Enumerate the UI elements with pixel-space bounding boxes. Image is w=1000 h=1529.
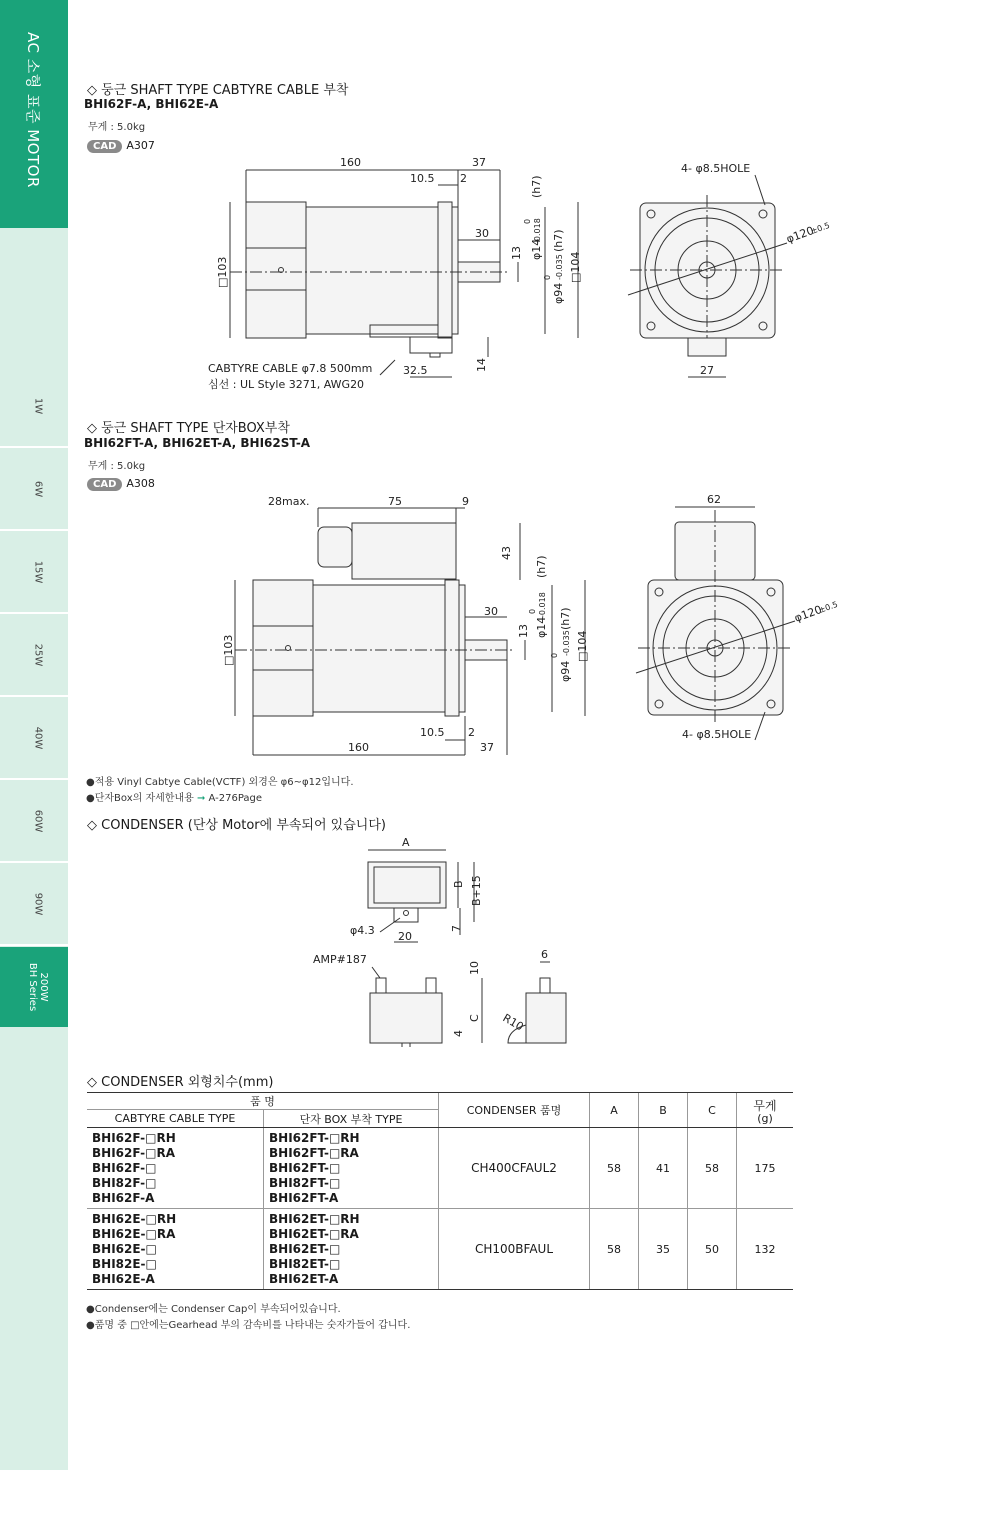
dim-pilot-tol-bot-2: -0.035 bbox=[562, 630, 571, 656]
motor-front-view-terminal-box bbox=[636, 507, 795, 740]
dim-holes: 4- φ8.5HOLE bbox=[681, 162, 751, 175]
cad-badge: CAD bbox=[87, 478, 122, 491]
section2-cad-ref bbox=[87, 472, 155, 491]
dim-pilot-fit-2: (h7) bbox=[559, 607, 572, 630]
dim-box-length: 75 bbox=[388, 495, 402, 508]
dim-pilot-dia: φ94 bbox=[552, 282, 565, 304]
sidebar-tab-40w[interactable]: 40W bbox=[32, 726, 44, 750]
header-weight: 무게 (g) bbox=[737, 1093, 794, 1128]
dim-shaft-tol-top: 0 bbox=[523, 218, 532, 224]
dim-pilot-tol-top: 0 bbox=[543, 274, 552, 280]
section2-model-names: BHI62FT-A, BHI62ET-A, BHI62ST-A bbox=[84, 436, 311, 450]
dim-length: 160 bbox=[340, 156, 361, 169]
dim-box-height: 43 bbox=[500, 546, 513, 560]
cable-note-2: 심선 : UL Style 3271, AWG20 bbox=[208, 378, 365, 391]
section3-heading: ◇ CONDENSER (단상 Motor에 부속되어 있습니다) bbox=[87, 818, 386, 833]
dim-shaft-fit-2: (h7) bbox=[535, 555, 548, 578]
cabtyre-models: BHI62E-□RH BHI62E-□RA BHI62E-□ BHI82E-□ BHI62E-A bbox=[87, 1209, 264, 1290]
dim-box-offset: 9 bbox=[462, 495, 469, 508]
page-link[interactable]: A-276Page bbox=[205, 793, 263, 804]
dim-pcd-tol: ±0.5 bbox=[809, 220, 831, 236]
table-row bbox=[87, 1209, 793, 1290]
table-row bbox=[87, 1128, 793, 1209]
header-condenser: CONDENSER 품명 bbox=[439, 1093, 590, 1128]
value-c: 58 bbox=[688, 1128, 737, 1209]
dim-flange: 10.5 bbox=[410, 172, 435, 185]
dim-cable-height: 14 bbox=[475, 358, 488, 372]
condenser-dimension-table bbox=[87, 1092, 793, 1290]
dim-flange-square: □104 bbox=[569, 251, 582, 283]
dim-cond-amp: AMP#187 bbox=[313, 953, 367, 966]
dim-body-square: □103 bbox=[216, 256, 229, 288]
dim-shaft-length-2: 30 bbox=[484, 605, 498, 618]
value-weight: 132 bbox=[737, 1209, 794, 1290]
section2-heading: ◇ 둥근 SHAFT TYPE 단자BOX부착 bbox=[87, 421, 290, 436]
dim-length-2: 160 bbox=[348, 741, 369, 754]
dim-pilot-fit: (h7) bbox=[552, 229, 565, 252]
dim-cond-b15: B+15 bbox=[470, 875, 483, 906]
dim-pcd: φ120 bbox=[784, 223, 816, 246]
header-product: 품 명 bbox=[87, 1093, 439, 1110]
condenser-name: CH100BFAUL bbox=[439, 1209, 590, 1290]
cad-number: A307 bbox=[126, 139, 155, 152]
condenser-cap-note: ●Condenser에는 Condenser Cap이 부속되어있습니다. bbox=[86, 1304, 341, 1315]
dim-shaft-length: 30 bbox=[475, 227, 489, 240]
dim-lead-width: 27 bbox=[700, 364, 714, 377]
sidebar-tab-90w[interactable]: 90W bbox=[32, 892, 44, 916]
value-c: 50 bbox=[688, 1209, 737, 1290]
dim-cond-c: C bbox=[468, 1014, 481, 1022]
dim-cond-6: 6 bbox=[541, 948, 548, 961]
dim-shaft-dia: φ14 bbox=[530, 238, 543, 260]
cad-number: A308 bbox=[126, 477, 155, 490]
value-b: 41 bbox=[639, 1128, 688, 1209]
dim-shaft-fit: (h7) bbox=[530, 175, 543, 198]
motor-side-view-terminal-box bbox=[235, 508, 585, 755]
dim-holes-2: 4- φ8.5HOLE bbox=[682, 728, 752, 741]
dim-cond-7: 7 bbox=[450, 925, 463, 932]
dim-pcd-tol-2: ±0.5 bbox=[817, 599, 839, 615]
terminal-box-reference: ●단자Box의 자세한내용 ➞ A-276Page bbox=[86, 793, 263, 804]
dim-shaft-tol-bot-2: -0.018 bbox=[538, 592, 547, 618]
dim-gland: 28max. bbox=[268, 495, 310, 508]
sidebar-tab-15w[interactable]: 15W bbox=[32, 560, 44, 584]
dim-shaft-dia-2: φ14 bbox=[535, 616, 548, 638]
dim-cond-hole: φ4.3 bbox=[350, 924, 375, 937]
cable-note-1: CABTYRE CABLE φ7.8 500mm bbox=[208, 362, 373, 375]
dim-shaft-total-2: 37 bbox=[480, 741, 494, 754]
dim-flange-square-2: □104 bbox=[576, 630, 589, 662]
cable-spec-note: ●적용 Vinyl Cabtye Cable(VCTF) 외경은 φ6~φ12입니다. bbox=[86, 777, 354, 788]
header-cabtyre: CABTYRE CABLE TYPE bbox=[87, 1110, 264, 1128]
dim-cond-10: 10 bbox=[468, 961, 481, 975]
dim-pcd-2: φ120 bbox=[792, 602, 824, 625]
condenser-name: CH400CFAUL2 bbox=[439, 1128, 590, 1209]
dim-key: 13 bbox=[510, 246, 523, 260]
cabtyre-models: BHI62F-□RH BHI62F-□RA BHI62F-□ BHI82F-□ BHI62F-A bbox=[87, 1128, 264, 1209]
section2-weight: 무게 : 5.0kg bbox=[88, 461, 146, 472]
dim-key-2: 13 bbox=[517, 624, 530, 638]
value-weight: 175 bbox=[737, 1128, 794, 1209]
sidebar-tab-6w[interactable]: 6W bbox=[32, 480, 44, 498]
box-models: BHI62ET-□RH BHI62ET-□RA BHI62ET-□ BHI82ET-□ BHI62ET-A bbox=[264, 1209, 439, 1290]
dim-pilot-tol-bot: -0.035 bbox=[555, 254, 564, 280]
dim-cable-offset: 32.5 bbox=[403, 364, 428, 377]
arrow-right-icon: ➞ bbox=[196, 793, 206, 804]
header-box: 단자 BOX 부착 TYPE bbox=[264, 1110, 439, 1128]
sidebar-category-title: AC 소형 표준 MOTOR bbox=[24, 32, 42, 188]
dim-step-2: 2 bbox=[468, 726, 475, 739]
dim-pilot-tol-top-2: 0 bbox=[550, 652, 559, 658]
cad-badge: CAD bbox=[87, 140, 122, 153]
dim-flange-2: 10.5 bbox=[420, 726, 445, 739]
sidebar-tab-1w[interactable]: 1W bbox=[32, 397, 44, 415]
header-c: C bbox=[688, 1093, 737, 1128]
dim-shaft-total: 37 bbox=[472, 156, 486, 169]
section1-weight: 무게 : 5.0kg bbox=[88, 122, 146, 133]
dim-shaft-tol-top-2: 0 bbox=[528, 608, 537, 614]
dim-step: 2 bbox=[460, 172, 467, 185]
section1-model-names: BHI62F-A, BHI62E-A bbox=[84, 97, 219, 111]
dim-cond-20: 20 bbox=[398, 930, 412, 943]
section4-heading: ◇ CONDENSER 외형치수(mm) bbox=[87, 1075, 274, 1090]
value-a: 58 bbox=[590, 1209, 639, 1290]
section1-heading: ◇ 둥근 SHAFT TYPE CABTYRE CABLE 부착 bbox=[87, 83, 349, 98]
dim-cond-a: A bbox=[402, 836, 410, 849]
box-models: BHI62FT-□RH BHI62FT-□RA BHI62FT-□ BHI82FT-□ BHI62FT-A bbox=[264, 1128, 439, 1209]
header-a: A bbox=[590, 1093, 639, 1128]
dim-box-width: 62 bbox=[707, 493, 721, 506]
sidebar-tab-200w-bh-series[interactable]: 200W BH Series bbox=[0, 947, 68, 1027]
value-a: 58 bbox=[590, 1128, 639, 1209]
model-name-note: ●품명 중 □안에는Gearhead 부의 감속비를 나타내는 숫자가들어 갑니다. bbox=[86, 1320, 411, 1331]
dim-cond-r10: R10 bbox=[500, 1011, 526, 1034]
dim-pilot-dia-2: φ94 bbox=[559, 660, 572, 682]
motor-front-view-cable bbox=[628, 175, 787, 377]
dim-cond-b: B bbox=[452, 880, 465, 888]
dim-cond-4: 4 bbox=[452, 1030, 465, 1037]
dim-shaft-tol-bot: -0.018 bbox=[533, 218, 542, 244]
sidebar-tab-25w[interactable]: 25W bbox=[32, 643, 44, 667]
sidebar-tab-60w[interactable]: 60W bbox=[32, 809, 44, 833]
motor-side-view-cable bbox=[230, 170, 578, 377]
value-b: 35 bbox=[639, 1209, 688, 1290]
dim-body-square-2: □103 bbox=[222, 634, 235, 666]
header-b: B bbox=[639, 1093, 688, 1128]
